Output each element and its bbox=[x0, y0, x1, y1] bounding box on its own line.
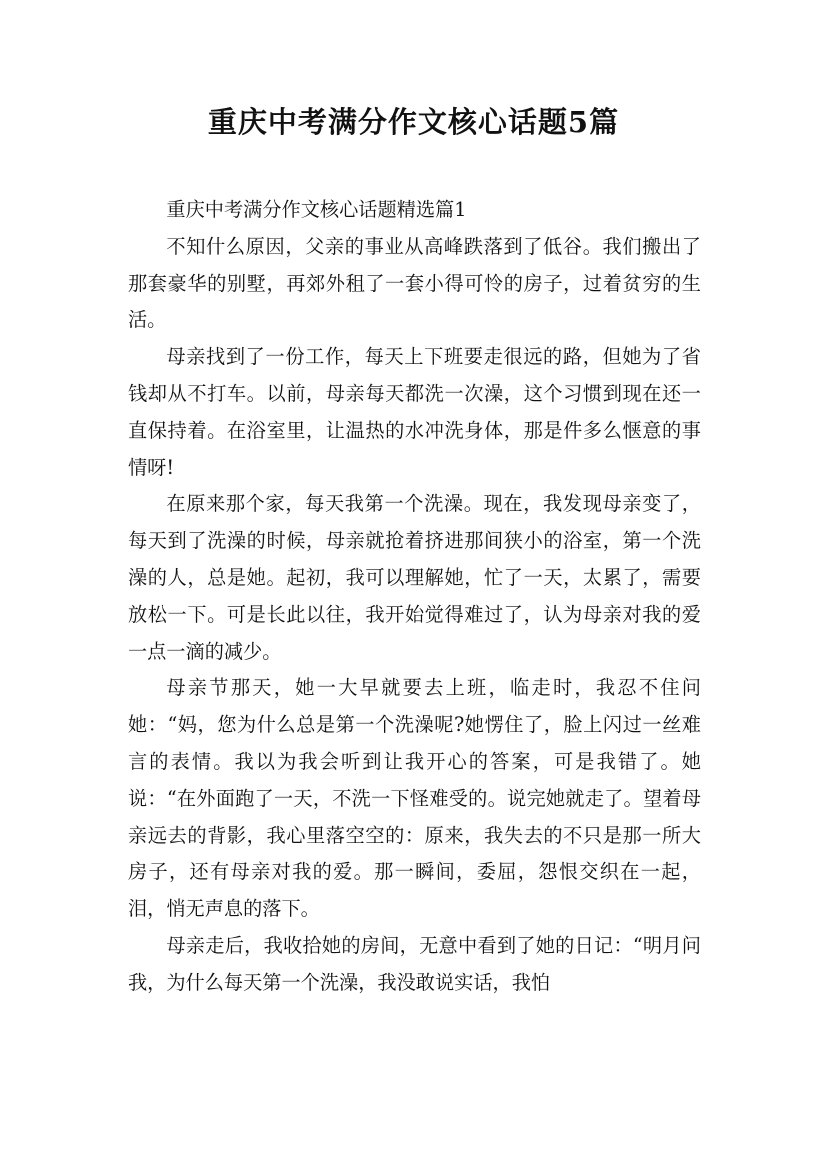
paragraph: 母亲节那天，她一大早就要去上班，临走时，我忍不住问她：“妈，您为什么总是第一个洗澡呢?她愣住了，脸上闪过一丝难言的表情。我以为我会听到让我开心的答案，可是我错了。她说：“在外面跑了一天，不洗一下怪难受的。说完她就走了。望着母亲远去的背影，我心里落空空的：原来，我失去的不只是那一所大房子，还有母亲对我的爱。那一瞬间，委屈，怨恨交织在一起，泪，悄无声息的落下。 bbox=[128, 676, 701, 921]
paragraph: 在原来那个家，每天我第一个洗澡。现在，我发现母亲变了，每天到了洗澡的时候，母亲就抢着挤进那间狭小的浴室，第一个洗澡的人，总是她。起初，我可以理解她，忙了一天，太累了，需要放松一下。可是长此以往，我开始觉得难过了，认为母亲对我的爱一点一滴的减少。 bbox=[128, 492, 701, 663]
paragraph: 不知什么原因，父亲的事业从高峰跌落到了低谷。我们搬出了那套豪华的别墅，再郊外租了一套小得可怜的房子，过着贫穷的生活。 bbox=[128, 234, 701, 332]
document-title: 重庆中考满分作文核心话题5篇 bbox=[207, 105, 620, 139]
document-body bbox=[128, 192, 701, 1002]
section-heading: 重庆中考满分作文核心话题精选篇1 bbox=[166, 198, 467, 221]
paragraph: 母亲走后，我收拾她的房间，无意中看到了她的日记：“明月问我，为什么每天第一个洗澡，我没敢说实话，我怕 bbox=[128, 933, 701, 994]
paragraph: 母亲找到了一份工作，每天上下班要走很远的路，但她为了省钱却从不打车。以前，母亲每天都洗一次澡，这个习惯到现在还一直保持着。在浴室里，让温热的水冲洗身体，那是件多么惬意的事情呀! bbox=[128, 345, 701, 479]
